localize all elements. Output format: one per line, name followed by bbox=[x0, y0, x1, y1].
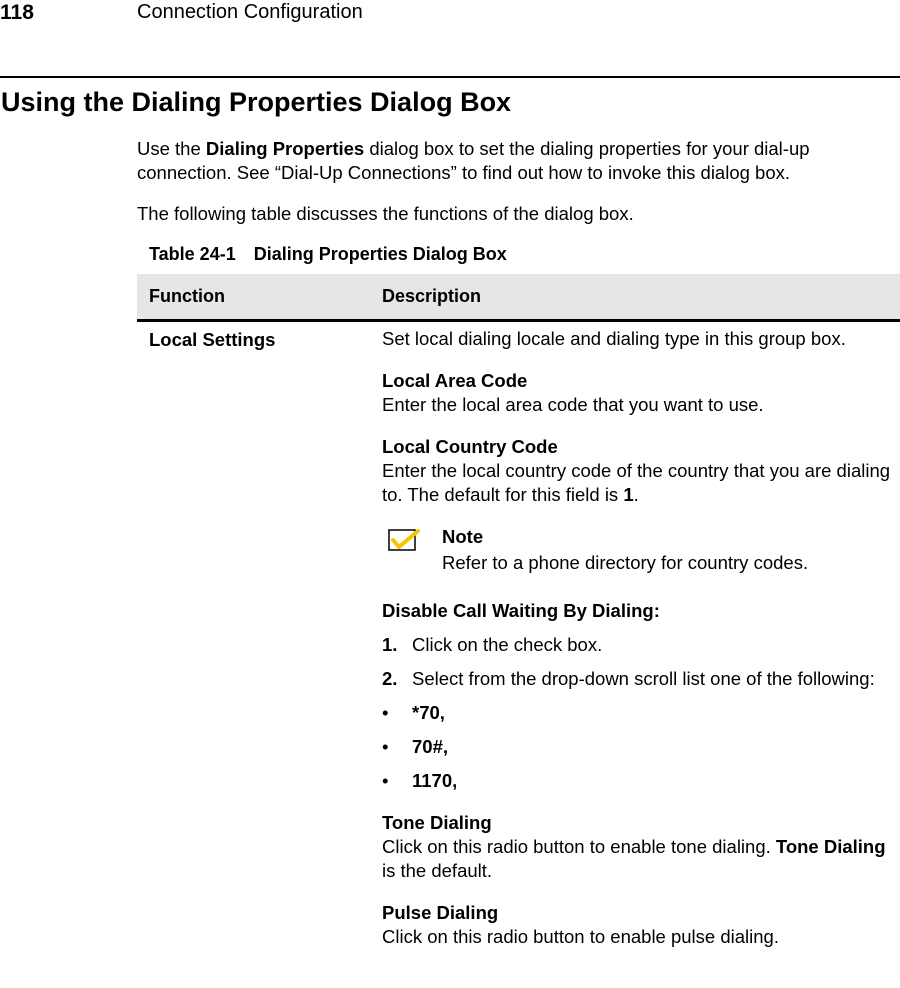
section-title: Using the Dialing Properties Dialog Box bbox=[1, 87, 512, 117]
tone-dialing-title: Tone Dialing bbox=[382, 812, 492, 833]
step-1 bbox=[382, 633, 897, 657]
table-header-rule bbox=[137, 319, 900, 322]
step-number: 1. bbox=[382, 634, 398, 655]
tone-dialing-text bbox=[382, 835, 897, 883]
area-code-text: Enter the local area code that you want to use. bbox=[382, 394, 764, 415]
local-settings-summary: Set local dialing locale and dialing type in this group box. bbox=[382, 328, 846, 349]
bullet-icon: • bbox=[382, 736, 389, 757]
country-code-title: Local Country Code bbox=[382, 436, 558, 457]
intro-bold-term: Dialing Properties bbox=[205, 138, 365, 159]
tone-bold-term: Tone Dialing bbox=[775, 836, 886, 857]
step-2 bbox=[382, 667, 897, 691]
intro-text-prefix: Use the bbox=[137, 138, 206, 159]
step-number: 2. bbox=[382, 668, 398, 689]
note-text: Refer to a phone directory for country codes. bbox=[442, 552, 809, 573]
pulse-dialing-text: Click on this radio button to enable pulse dialing. bbox=[382, 926, 779, 947]
country-code-text bbox=[382, 459, 897, 507]
country-code-text-suffix: . bbox=[633, 484, 639, 505]
option-text: 70#, bbox=[412, 736, 449, 757]
intro-paragraph bbox=[137, 137, 897, 185]
table-lead-paragraph: The following table discusses the functions of the dialog box. bbox=[137, 203, 634, 224]
column-header-function: Function bbox=[149, 286, 225, 306]
pulse-dialing-title: Pulse Dialing bbox=[382, 902, 499, 923]
table-header bbox=[137, 274, 900, 319]
bullet-icon: • bbox=[382, 770, 389, 791]
option-item bbox=[382, 735, 897, 759]
checkmark-icon bbox=[388, 529, 420, 551]
bullet-icon: • bbox=[382, 702, 389, 723]
page-header bbox=[0, 0, 900, 30]
step-text: Select from the drop-down scroll list one of the following: bbox=[412, 668, 875, 689]
table-caption-title: Dialing Properties Dialog Box bbox=[253, 244, 507, 264]
table-caption bbox=[149, 244, 507, 265]
area-code-title: Local Area Code bbox=[382, 370, 528, 391]
intro-text-suffix: dialog box to set the dialing properties for your dial-up connection. See “Dial-Up Connections” to find out how to invoke this dialog box. bbox=[137, 138, 810, 183]
note-box bbox=[382, 525, 897, 581]
note-title: Note bbox=[442, 526, 484, 547]
function-cell: Local Settings bbox=[149, 329, 276, 350]
chapter-title: Connection Configuration bbox=[137, 1, 363, 23]
option-item bbox=[382, 701, 897, 725]
column-header-description: Description bbox=[382, 286, 482, 306]
option-text: 1170, bbox=[412, 770, 458, 791]
country-code-text-prefix: Enter the local country code of the country that you are dialing to. The default for this field is bbox=[382, 460, 891, 505]
tone-text-suffix: is the default. bbox=[382, 860, 493, 881]
call-waiting-title: Disable Call Waiting By Dialing: bbox=[382, 600, 660, 621]
tone-text-prefix: Click on this radio button to enable tone dialing. bbox=[382, 836, 776, 857]
description-cell bbox=[382, 327, 897, 949]
option-text: *70, bbox=[412, 702, 445, 723]
table-caption-label: Table 24-1 bbox=[149, 244, 236, 264]
option-item bbox=[382, 769, 897, 793]
header-rule bbox=[0, 76, 900, 78]
country-code-default: 1 bbox=[623, 484, 634, 505]
step-text: Click on the check box. bbox=[412, 634, 603, 655]
page-number: 118 bbox=[0, 1, 34, 24]
